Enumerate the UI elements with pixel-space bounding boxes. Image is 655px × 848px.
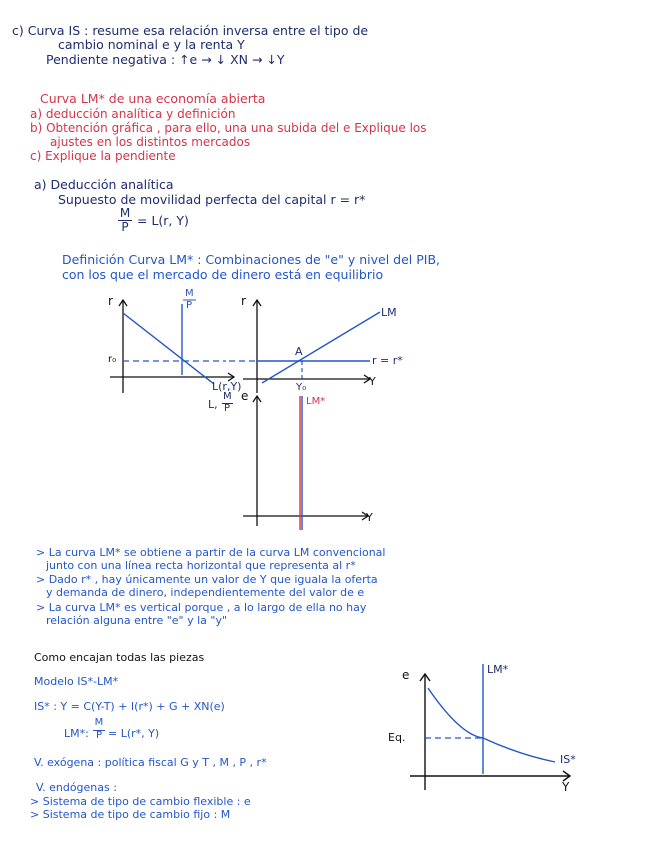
money-x-den: P bbox=[224, 403, 231, 414]
lms-y-axis-label: e bbox=[241, 389, 249, 403]
note-line-5: > La curva LM* es vertical porque , a lo largo de ella no hay bbox=[36, 601, 367, 614]
islm-is-star-curve bbox=[428, 688, 555, 762]
note-line-1: > La curva LM* se obtiene a partir de la curva LM convencional bbox=[36, 546, 386, 559]
note-line-6: relación alguna entre "e" y la "y" bbox=[46, 614, 228, 627]
deduccion-line-2: Supuesto de movilidad perfecta del capital r = r* bbox=[58, 192, 366, 207]
money-supply-den: P bbox=[186, 300, 193, 311]
eq-rhs: = L(r, Y) bbox=[137, 213, 189, 228]
lm-point-a: A bbox=[295, 345, 303, 358]
model-lm-rhs: = L(r*, Y) bbox=[108, 727, 160, 740]
islm-y-axis-label: e bbox=[402, 668, 410, 682]
islm-is-label: IS* bbox=[560, 753, 576, 766]
model-exogenous: V. exógena : política fiscal G y T , M , P , r* bbox=[34, 756, 267, 769]
model-heading: Como encajan todas las piezas bbox=[34, 651, 205, 664]
model-is-equation: IS* : Y = C(Y-T) + I(r*) + G + XN(e) bbox=[34, 700, 225, 713]
money-x-prefix: L, bbox=[208, 398, 218, 411]
lm-star-item-b2: ajustes en los distintos mercados bbox=[50, 135, 251, 149]
lm-y-axis-label: r bbox=[241, 294, 246, 308]
islm-lm-label: LM* bbox=[487, 663, 509, 676]
money-y-axis-label: r bbox=[108, 294, 113, 308]
islm-eq-label: Eq. bbox=[388, 731, 406, 744]
eq-denominator: P bbox=[121, 220, 129, 234]
islm-x-axis-label: Y bbox=[562, 780, 570, 794]
lm-star-item-c: c) Explique la pendiente bbox=[30, 149, 176, 163]
note-line-2: junto con una línea recta horizontal que representa al r* bbox=[46, 559, 356, 572]
model-lm-lhs: LM*: bbox=[64, 727, 89, 740]
definicion-line-1: Definición Curva LM* : Combinaciones de "e" y nivel del PIB, bbox=[62, 252, 440, 267]
lm-x-axis-label: Y bbox=[369, 375, 376, 388]
eq-numerator: M bbox=[119, 206, 131, 220]
money-r0-label: r₀ bbox=[108, 354, 117, 365]
lms-curve-label: LM* bbox=[306, 396, 326, 407]
model-endogenous-2: > Sistema de tipo de cambio fijo : M bbox=[30, 808, 231, 821]
money-x-num: M bbox=[223, 391, 232, 402]
lm-curve-label: LM bbox=[381, 306, 397, 319]
lm-star-item-b1: b) Obtención gráfica , para ello, una una subida del e Explique los bbox=[30, 121, 427, 135]
money-demand-label: L(r,Y) bbox=[212, 380, 242, 393]
is-curve-line-1: c) Curva IS : resume esa relación inversa entre el tipo de bbox=[12, 23, 369, 38]
model-name: Modelo IS*-LM* bbox=[34, 675, 119, 688]
note-line-3: > Dado r* , hay únicamente un valor de Y que iguala la oferta bbox=[36, 573, 378, 586]
model-endogenous: V. endógenas : bbox=[36, 781, 117, 794]
is-curve-line-2: cambio nominal e y la renta Y bbox=[58, 37, 245, 52]
model-lm-num: M bbox=[94, 717, 104, 728]
lms-x-axis-label: Y bbox=[366, 511, 373, 524]
lm-star-title: Curva LM* de una economía abierta bbox=[40, 91, 266, 106]
note-line-4: y demanda de dinero, independientemente del valor de e bbox=[46, 586, 365, 599]
deduccion-title: a) Deducción analítica bbox=[34, 177, 174, 192]
lm-r-star-label: r = r* bbox=[372, 354, 403, 367]
lm-y0-label: Y₀ bbox=[296, 382, 307, 393]
model-endogenous-1: > Sistema de tipo de cambio flexible : e bbox=[30, 795, 251, 808]
is-curve-slope: Pendiente negativa : ↑e → ↓ XN → ↓Y bbox=[46, 52, 285, 67]
model-lm-den: P bbox=[95, 730, 103, 741]
definicion-line-2: con los que el mercado de dinero está en equilibrio bbox=[62, 267, 384, 282]
money-supply-num: M bbox=[185, 288, 194, 299]
lm-star-item-a: a) deducción analítica y definición bbox=[30, 107, 236, 121]
